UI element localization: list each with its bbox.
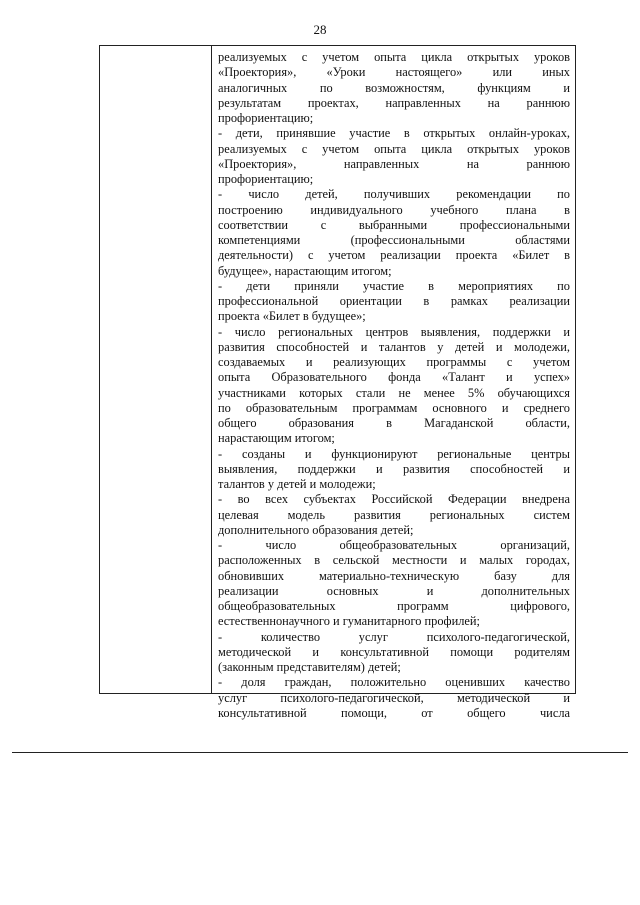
table-text-line: - число общеобразовательных организаций,: [218, 538, 570, 552]
table-text-line: участниками которых стали не менее 5% обучающихся: [218, 385, 570, 400]
table-text-line: компетенциями (профессиональными областями: [218, 233, 570, 247]
table-text-line: развития способностей и талантов у детей и молодежи,: [218, 339, 570, 354]
table-text-line: «Проектория», «Уроки настоящего» или иных: [218, 65, 570, 80]
table-text-line: «Проектория», направленных на раннюю: [218, 156, 570, 171]
table-text-line: естественнонаучного и гуманитарного профилей;: [218, 614, 480, 629]
table-text-line: соответствии с выбранными профессиональными: [218, 217, 570, 232]
table-text-line: по образовательным программам основного и среднего: [218, 400, 570, 415]
table-text-line: деятельности) с учетом реализации проекта «Билет в: [218, 248, 570, 263]
table-text-line: проекта «Билет в будущее»;: [218, 309, 366, 324]
table-text-line: целевая модель развития региональных систем: [218, 507, 570, 522]
table-text-line: реализуемых с учетом опыта цикла открытых уроков: [218, 141, 570, 156]
page-number: 28: [313, 22, 327, 37]
table-text-line: реализуемых с учетом опыта цикла открытых уроков: [218, 50, 570, 64]
table-text-line: методической и консультативной помощи родителям: [218, 644, 570, 659]
page-bottom-rule: [12, 752, 628, 753]
table-text-line: (законным представителям) детей;: [218, 660, 401, 674]
table-text-line: общего образования в Магаданской области,: [218, 416, 570, 430]
table-text-line: - число региональных центров выявления, поддержки и: [218, 324, 570, 339]
table-text-line: построению индивидуального учебного плана в: [218, 202, 570, 217]
table-text-line: - дети, принявшие участие в открытых онлайн-уроках,: [218, 126, 570, 141]
table-text-line: расположенных в сельской местности и малых городах,: [218, 553, 570, 568]
table-text-line: нарастающим итогом;: [218, 431, 335, 446]
table-right-cell: [212, 46, 575, 720]
table-text-line: дополнительного образования детей;: [218, 522, 414, 537]
table-text-line: выявления, поддержки и развития способностей и: [218, 461, 570, 476]
table-text-line: - во всех субъектах Российской Федерации внедрена: [218, 492, 570, 507]
table-text-line: опыта Образовательного фонда «Талант и успех»: [218, 370, 570, 385]
table-text-line: консультативной помощи, от общего числа: [218, 705, 570, 720]
table-text-line: - число детей, получивших рекомендации по: [218, 187, 570, 202]
table-text-line: - дети приняли участие в мероприятиях по: [218, 278, 570, 293]
table-text-line: - доля граждан, положительно оценивших качество: [218, 675, 570, 690]
table-text-line: - созданы и функционируют региональные центры: [218, 446, 570, 461]
table-left-cell: [100, 46, 212, 693]
table-text-line: общеобразовательных программ цифрового,: [218, 599, 570, 613]
table-text-line: профориентацию;: [218, 172, 314, 186]
table-text-line: услуг психолого-педагогической, методической и: [218, 690, 570, 705]
table-text-line: аналогичных по возможностям, функциям и: [218, 80, 570, 95]
table-text-line: обновивших материально-техническую базу для: [218, 568, 570, 583]
table-text-line: создаваемых и реализующих программы с учетом: [218, 355, 570, 369]
table-text-line: талантов у детей и молодежи;: [218, 477, 376, 491]
table-text-line: профориентацию;: [218, 111, 314, 125]
table-text-line: профессиональной ориентации в рамках реализации: [218, 294, 570, 308]
table-text-line: реализации основных и дополнительных: [218, 583, 570, 598]
table-text-line: будущее», нарастающим итогом;: [218, 263, 392, 278]
indicator-table: [99, 45, 576, 720]
table-text-line: - количество услуг психолого-педагогической,: [218, 629, 570, 644]
table-text-line: результатам проектах, направленных на раннюю: [218, 95, 570, 110]
